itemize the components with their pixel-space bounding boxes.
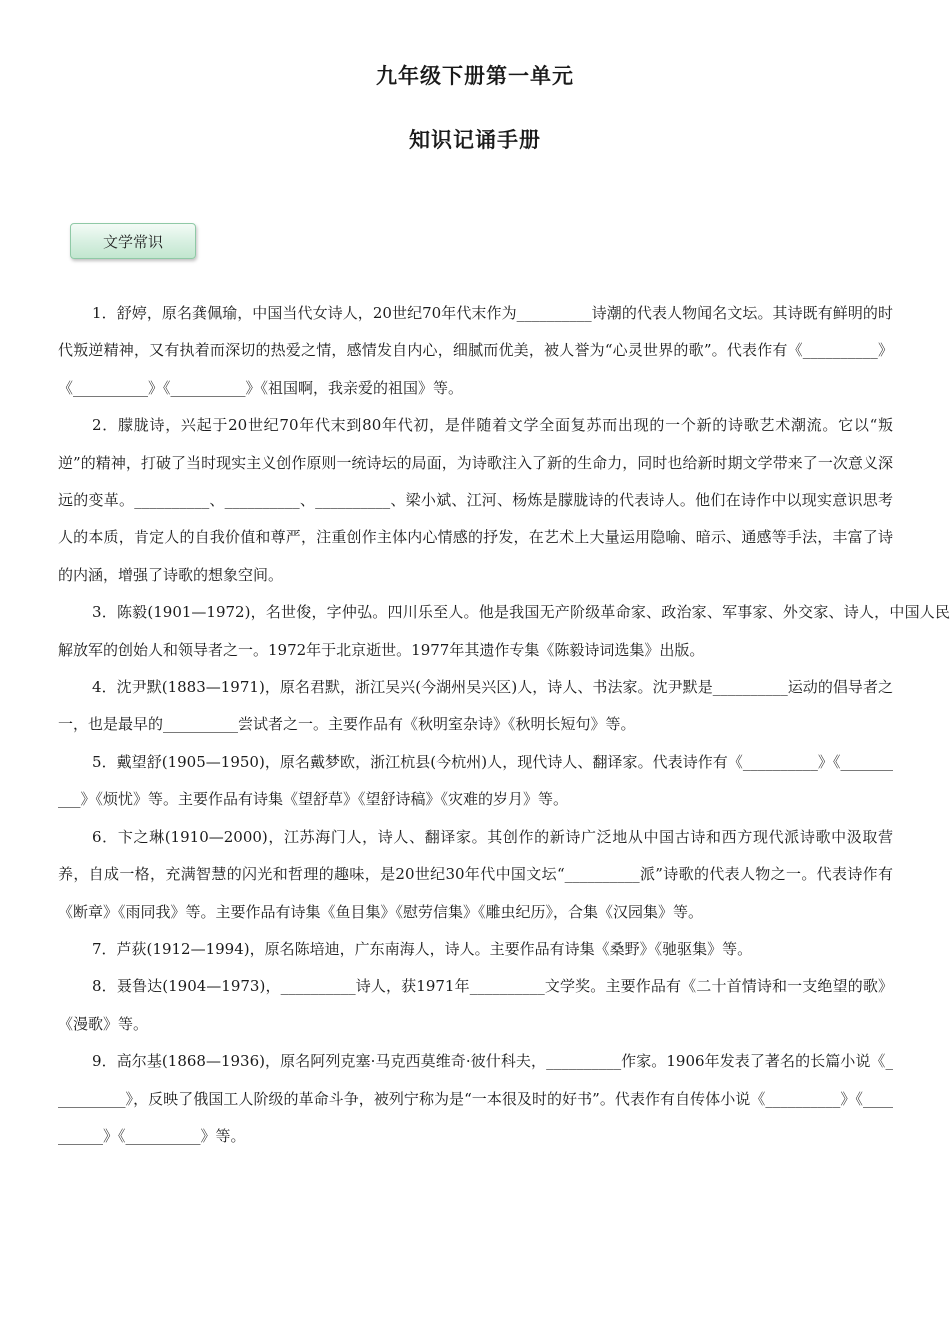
paragraph-text: 聂鲁达(1904—1973)，__________诗人，获1971年__________文学奖。主要作品有《二十首情诗和一支绝望的歌》《漫歌》等。: [58, 977, 893, 1033]
paragraph-3: [58, 594, 950, 669]
paragraph-4: [58, 669, 893, 744]
paragraph-number: 8．: [92, 977, 117, 996]
paragraph-text: 戴望舒(1905—1950)，原名戴梦欧，浙江杭县(今杭州)人，现代诗人、翻译家。代表诗作有《__________》《__________》《烦忧》等。主要作品有诗集《望舒草》《望舒诗稿》《灾难的岁月》等。: [58, 752, 893, 809]
paragraph-text: 朦胧诗，兴起于20世纪70年代末到80年代初，是伴随着文学全面复苏而出现的一个新的诗歌艺术潮流。它以“叛逆”的精神，打破了当时现实主义创作原则一统诗坛的局面，为诗歌注入了新的生命力，同时也给新时期文学带来了一次意义深远的变革。__________、__________、__________、梁小斌、江河、杨炼是朦胧诗的代表诗人。他们在诗作中以现实意识思考人的本质，肯定人的自我价值和尊严，注重创作主体内心情感的抒发，在艺术上大量运用隐喻、暗示、通感等手法，丰富了诗的内涵，增强了诗歌的想象空间。: [58, 416, 894, 584]
section-label-literary-knowledge: [70, 223, 196, 259]
paragraph-7: [58, 931, 893, 968]
paragraph-text: 沈尹默(1883—1971)，原名君默，浙江吴兴(今湖州吴兴区)人，诗人、书法家。沈尹默是__________运动的倡导者之一，也是最早的__________尝试者之一。主要作品有《秋明室杂诗》《秋明长短句》等。: [58, 678, 893, 734]
paragraph-9: [58, 1043, 893, 1155]
paragraph-text: 陈毅(1901—1972)，名世俊，字仲弘。四川乐至人。他是我国无产阶级革命家、政治家、军事家、外交家、诗人，中国人民解放军的创始人和领导者之一。1972年于北京逝世。1977年其遗作专集《陈毅诗词选集》出版。: [58, 603, 950, 659]
paragraph-number: 2．: [92, 416, 119, 435]
paragraph-text: 舒婷，原名龚佩瑜，中国当代女诗人，20世纪70年代末作为__________诗潮的代表人物闻名文坛。其诗既有鲜明的时代叛逆精神，又有执着而深切的热爱之情，感情发自内心，细腻而优美，被人誉为“心灵世界的歌”。代表作有《__________》《__________》《__________》《祖国啊，我亲爱的祖国》等。: [58, 304, 893, 397]
paragraph-number: 9．: [92, 1052, 117, 1071]
paragraph-number: 1．: [92, 304, 117, 322]
paragraph-number: 5．: [92, 752, 117, 771]
paragraph-number: 4．: [92, 678, 117, 697]
document-title: 九年级下册第一单元: [376, 63, 574, 88]
paragraph-text: 高尔基(1868—1936)，原名阿列克塞·马克西莫维奇·彼什科夫，__________作家。1906年发表了著名的长篇小说《__________》，反映了俄国工人阶级的革命斗争，被列宁称为是“一本很及时的好书”。代表作有自传体小说《__________》《__________》《__________》等。: [58, 1052, 894, 1145]
paragraph-1: [58, 295, 893, 407]
paragraph-5: [58, 744, 893, 819]
paragraph-text: 卞之琳(1910—2000)，江苏海门人，诗人、翻译家。其创作的新诗广泛地从中国古诗和西方现代派诗歌中汲取营养，自成一格，充满智慧的闪光和哲理的趣味，是20世纪30年代中国文坛“__________派”诗歌的代表人物之一。代表诗作有《断章》《雨同我》等。主要作品有诗集《鱼目集》《慰劳信集》《雕虫纪历》，合集《汉园集》等。: [58, 827, 894, 921]
paragraph-number: 7．: [92, 939, 117, 958]
section-label-text: 文学常识: [102, 232, 163, 251]
paragraph-text: 芦荻(1912—1994)，原名陈培迪，广东南海人，诗人。主要作品有诗集《桑野》《驰驱集》等。: [116, 939, 753, 958]
paragraph-6: [58, 819, 893, 931]
paragraph-list: [58, 295, 950, 1155]
paragraph-number: 3．: [92, 603, 117, 622]
document-subtitle: 知识记诵手册: [409, 127, 541, 152]
paragraph-2: [58, 407, 893, 594]
paragraph-8: [58, 968, 893, 1043]
paragraph-number: 6．: [92, 827, 118, 846]
